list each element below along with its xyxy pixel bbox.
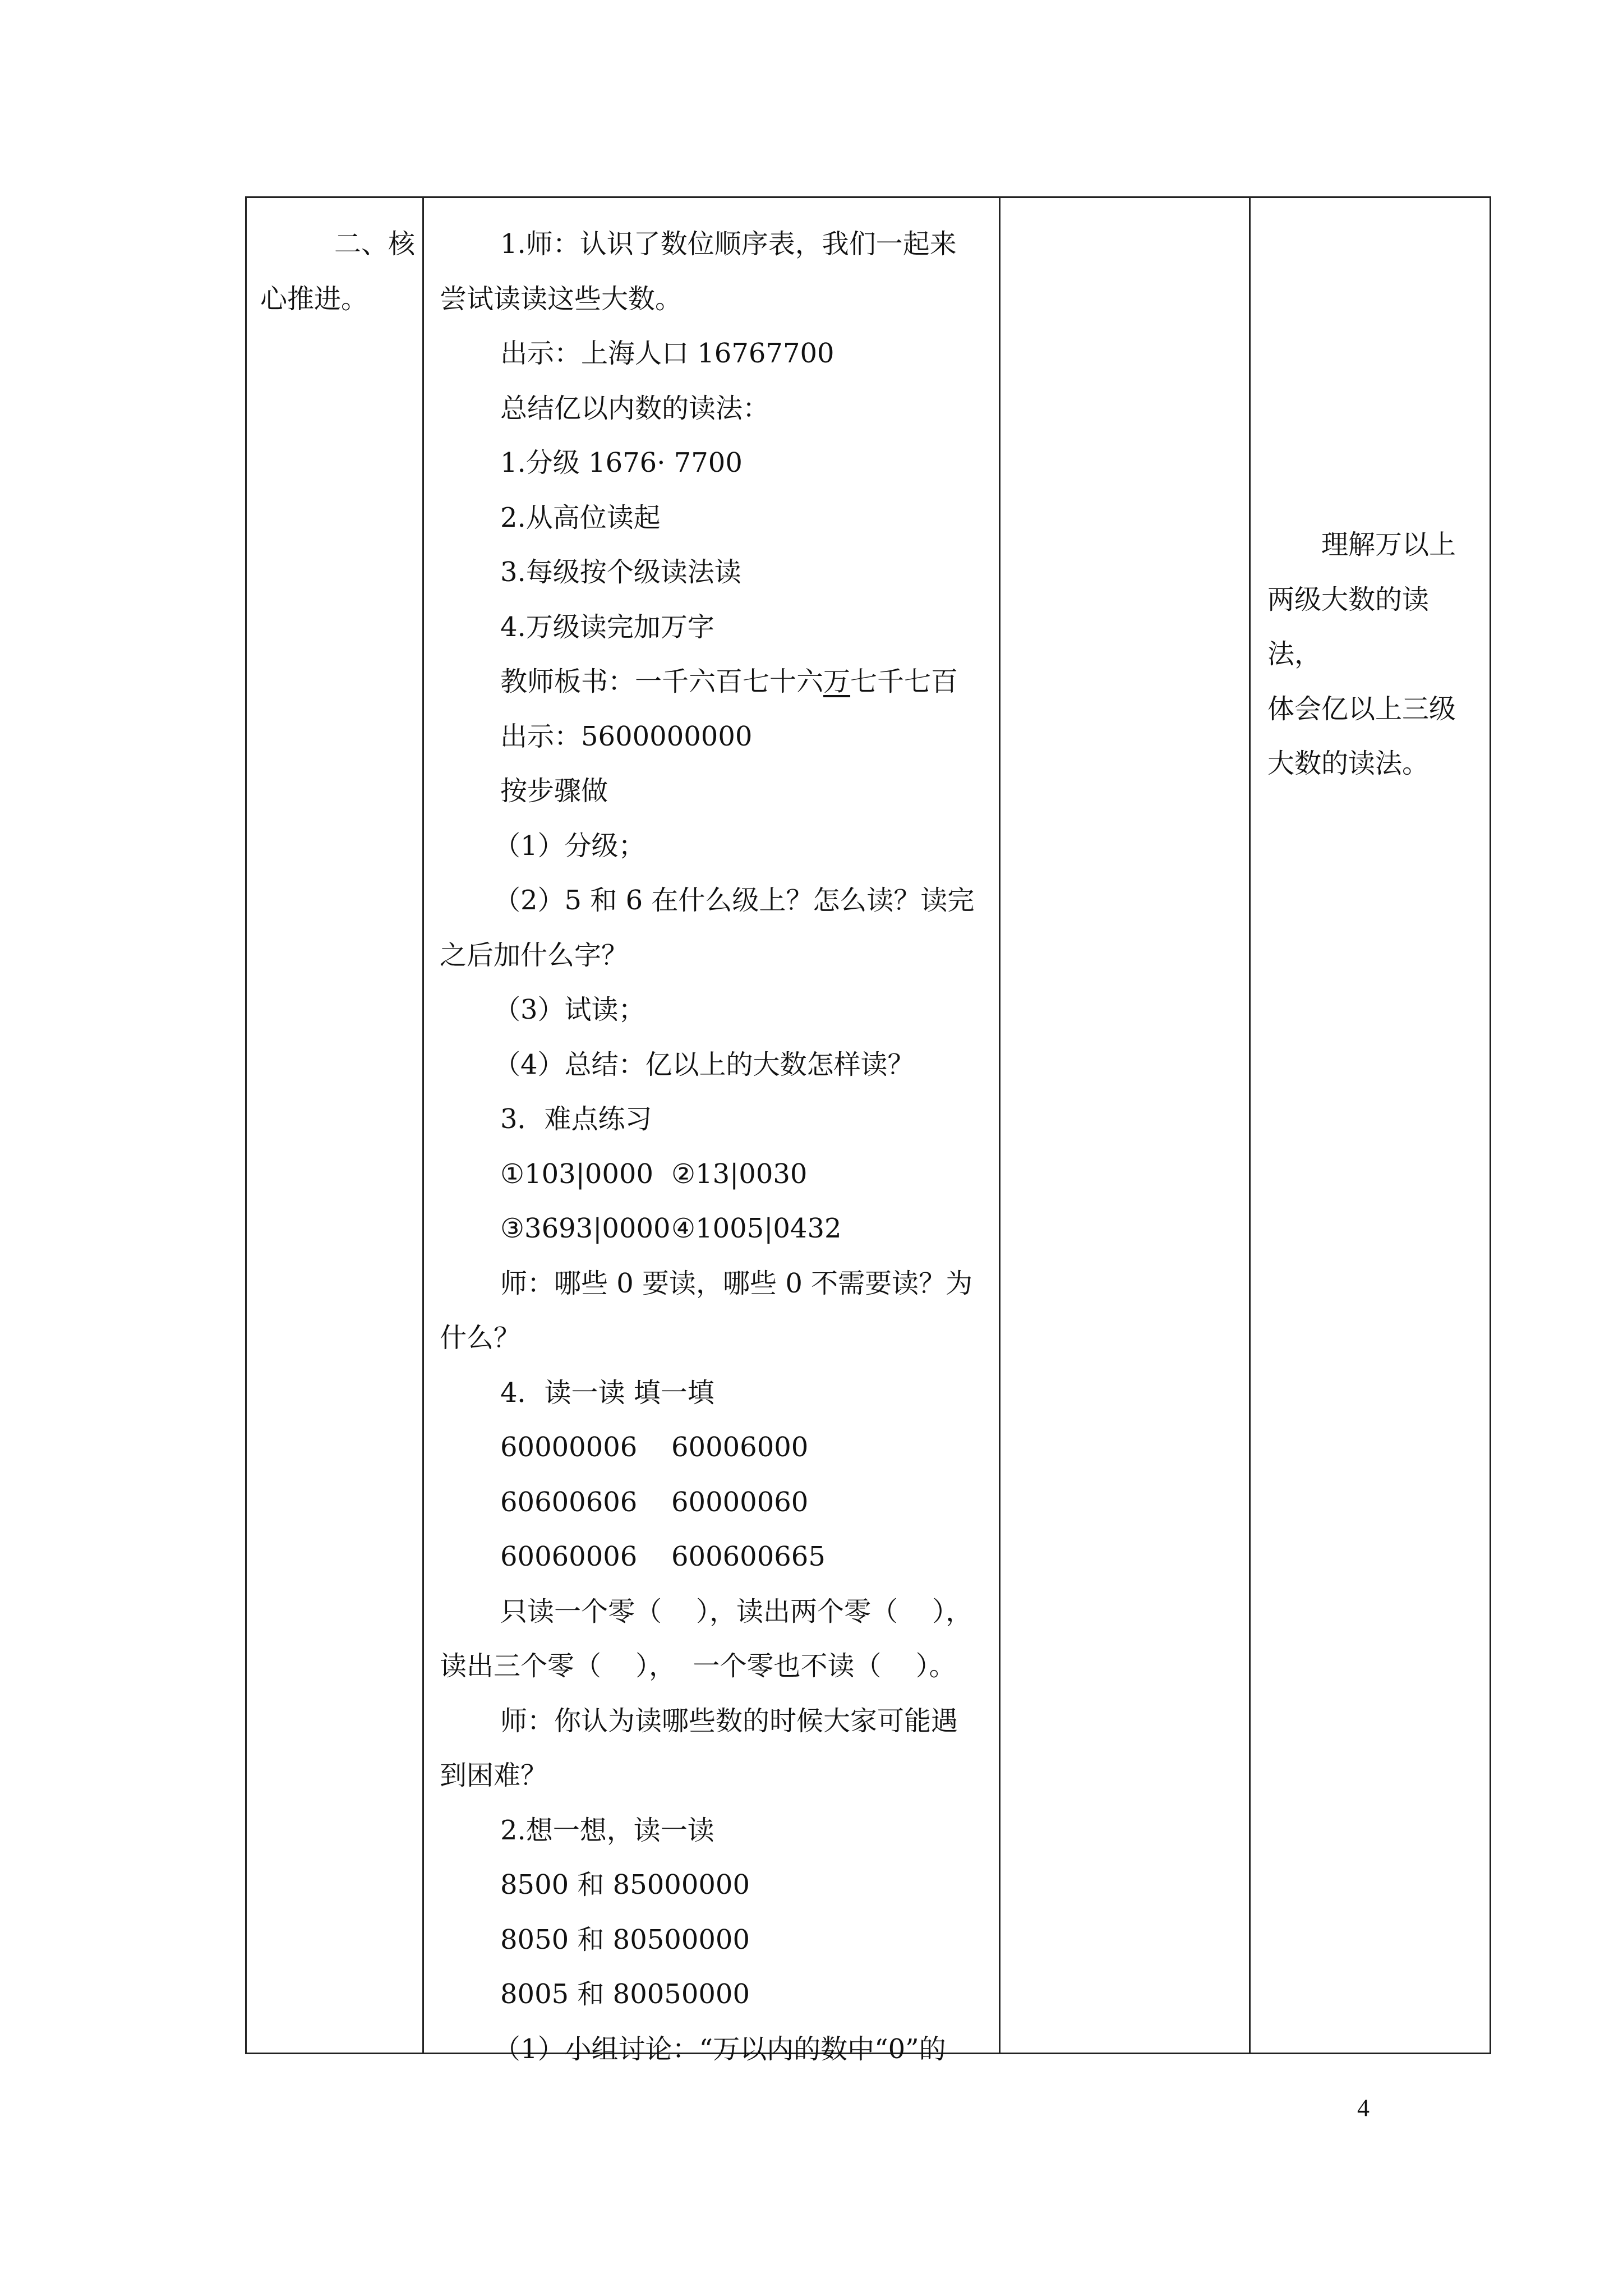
number-item: 60006000 xyxy=(671,1432,809,1463)
process-line: （1）分级； xyxy=(494,830,645,862)
process-line: 8005 和 80050000 xyxy=(500,1978,750,2010)
board-writing-line xyxy=(440,655,989,710)
process-line: 3．难点练习 xyxy=(500,1103,652,1135)
number-item: 600600665 xyxy=(671,1541,826,1572)
exercise-item: ③3693|0000 xyxy=(500,1213,671,1244)
stage-cell xyxy=(247,198,424,2053)
process-line: 什么？ xyxy=(440,1322,521,1354)
process-line: 4．读一读 填一填 xyxy=(500,1377,714,1409)
process-line: 4.万级读完加万字 xyxy=(500,611,714,643)
number-row xyxy=(440,1530,989,1585)
process-line: 2.想一想，读一读 xyxy=(500,1814,714,1846)
number-row xyxy=(440,1420,989,1475)
process-line: 3.每级按个级读法读 xyxy=(500,556,741,588)
stage-line: 心推进。 xyxy=(260,283,368,315)
exercise-item: ④1005|0432 xyxy=(671,1213,842,1244)
board-writing-text: 教师板书：一千六百七十六 xyxy=(500,666,824,697)
process-line: 到困难？ xyxy=(440,1760,548,1791)
number-item: 60000006 xyxy=(500,1432,638,1463)
process-line: （1）小组讨论：“万以内的数中“0”的 xyxy=(494,2033,946,2065)
goal-line: 两级大数的读法， xyxy=(1267,583,1430,670)
process-line: （4）总结：亿以上的大数怎样读？ xyxy=(494,1048,915,1080)
process-cell xyxy=(424,198,1000,2065)
student-activity-cell xyxy=(1000,198,1251,2053)
process-line: 2.从高位读起 xyxy=(500,501,661,533)
goal-cell xyxy=(1251,198,1493,2053)
goal-line: 理解万以上 xyxy=(1321,529,1456,560)
exercise-row xyxy=(440,1202,989,1257)
process-line: （3）试读； xyxy=(494,994,645,1025)
process-line: （2）5 和 6 在什么级上？怎么读？读完 xyxy=(494,885,975,916)
page-number: 4 xyxy=(1357,2094,1370,2122)
exercise-item: ①103|0000 xyxy=(500,1158,653,1190)
board-writing-tail: 七千七百 xyxy=(850,666,958,697)
number-row xyxy=(440,1475,989,1530)
number-item: 60000060 xyxy=(671,1486,809,1518)
stage-line: 二、核 xyxy=(334,228,416,260)
fill-blank-line: 读出三个零（ ）， 一个零也不读（ ）。 xyxy=(440,1650,956,1682)
process-line: 之后加什么字？ xyxy=(440,939,629,971)
exercise-item: ②13|0030 xyxy=(671,1158,808,1190)
underlined-wan: 万 xyxy=(823,666,851,697)
goal-text xyxy=(1267,518,1478,792)
process-line: 按步骤做 xyxy=(500,775,608,807)
goal-line: 大数的读法。 xyxy=(1267,748,1430,779)
process-line: 8500 和 85000000 xyxy=(500,1869,750,1901)
goal-line: 体会亿以上三级 xyxy=(1267,693,1456,725)
lesson-table xyxy=(245,196,1491,2065)
process-line: 出示：上海人口 16767700 xyxy=(500,338,834,369)
process-line: 1.分级 1676· 7700 xyxy=(500,447,743,478)
process-line: 总结亿以内数的读法： xyxy=(500,392,770,424)
process-line: 出示：5600000000 xyxy=(500,720,753,752)
process-line: 1.师：认识了数位顺序表，我们一起来 xyxy=(500,228,957,260)
fill-blank-line: 只读一个零（ ），读出两个零（ ）， xyxy=(500,1595,973,1627)
number-item: 60600606 xyxy=(500,1486,638,1518)
process-line: 师：你认为读哪些数的时候大家可能遇 xyxy=(500,1705,958,1737)
process-line: 尝试读读这些大数。 xyxy=(440,283,683,315)
exercise-row xyxy=(440,1147,989,1202)
process-line: 8050 和 80500000 xyxy=(500,1924,750,1955)
number-item: 60060006 xyxy=(500,1541,638,1572)
process-line: 师：哪些 0 要读，哪些 0 不需要读？为 xyxy=(500,1267,973,1299)
